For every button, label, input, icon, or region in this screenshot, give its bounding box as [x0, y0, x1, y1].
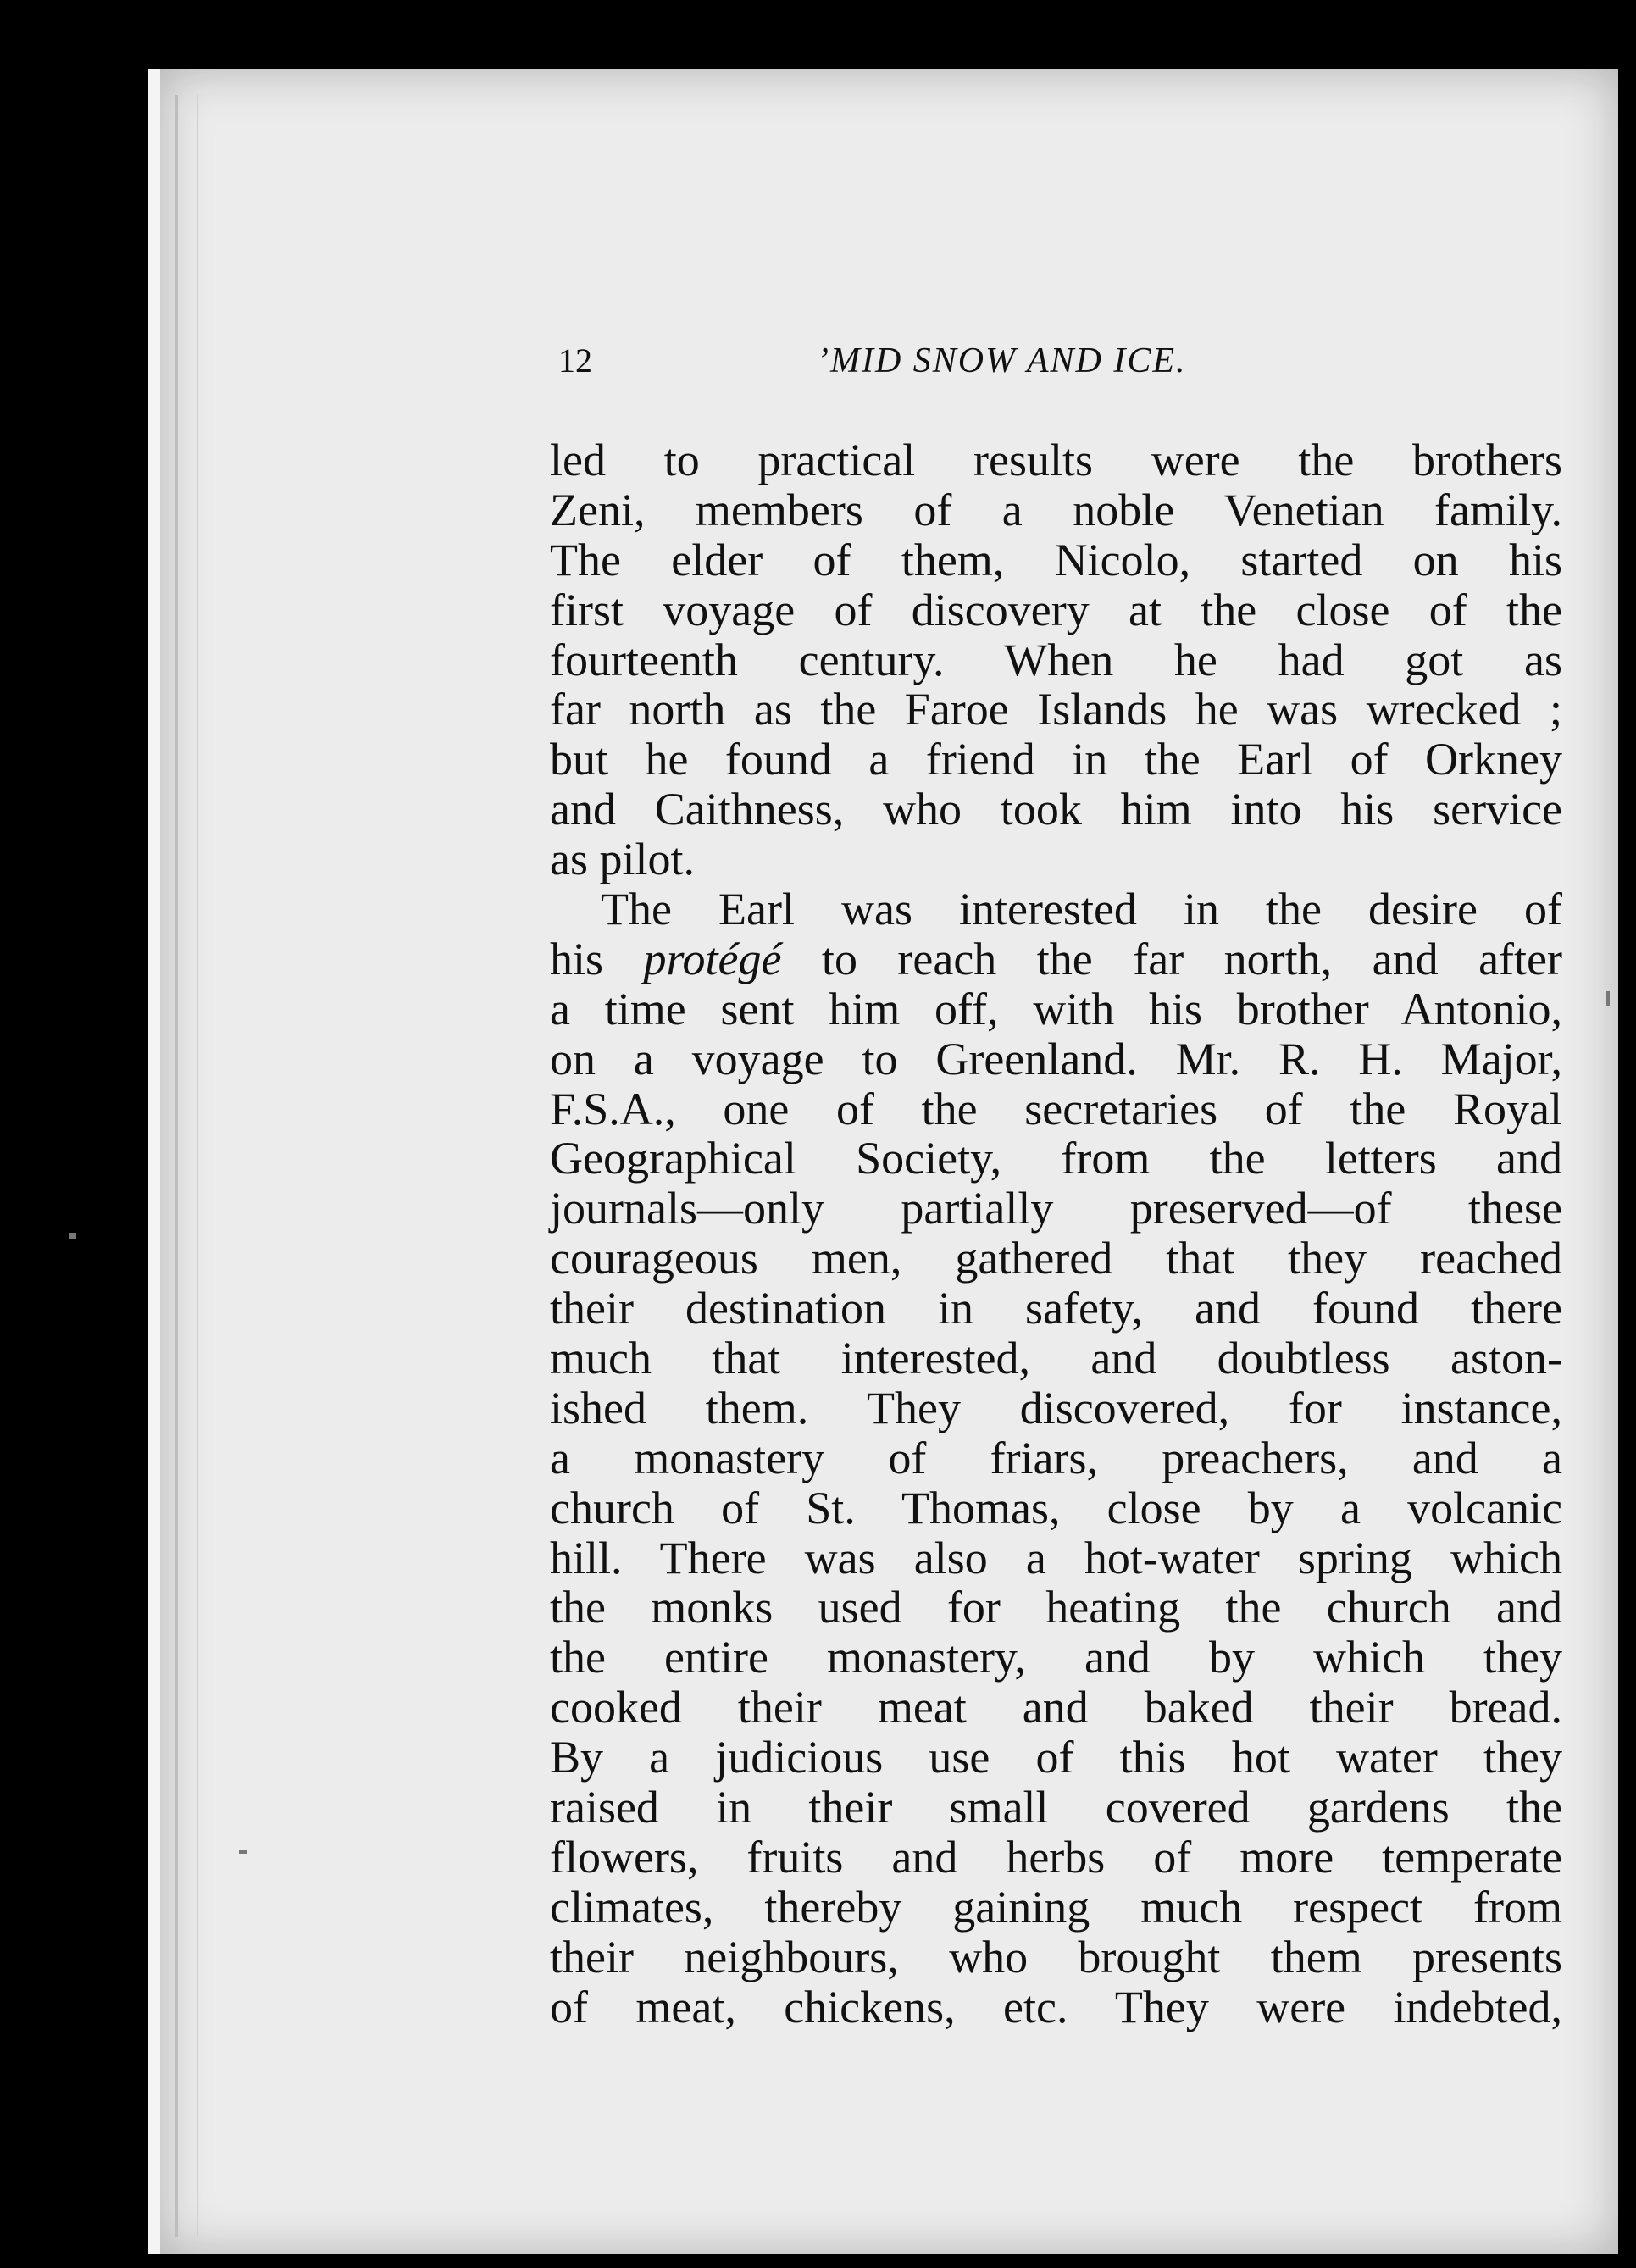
running-head: [550, 330, 1562, 381]
text-line: flowers, fruits and herbs of more temperate: [550, 1831, 1562, 1883]
text-line: led to practical results were the brothers: [550, 435, 1562, 485]
text-line: By a judicious use of this hot water they: [550, 1732, 1562, 1783]
text-line: much that interested, and doubtless aston-: [550, 1333, 1562, 1384]
scan-speck: [239, 1850, 247, 1854]
text-line: on a voyage to Greenland. Mr. R. H. Major,: [550, 1033, 1562, 1084]
text-line: but he found a friend in the Earl of Orkney: [550, 734, 1562, 785]
scan-speck: [1606, 991, 1610, 1006]
text-line: of meat, chickens, etc. They were indebted,: [550, 1981, 1562, 2032]
text-line: the monks used for heating the church and: [550, 1582, 1562, 1633]
italic-word: protégé: [643, 933, 782, 984]
text-line: The elder of them, Nicolo, started on his: [550, 534, 1562, 585]
text-line: fourteenth century. When he had got as: [550, 634, 1562, 685]
text-line: the entire monastery, and by which they: [550, 1632, 1562, 1683]
text-run: to reach the far north, and after: [781, 933, 1562, 984]
text-line: The Earl was interested in the desire of: [601, 884, 1562, 935]
text-line: as pilot.: [550, 834, 695, 885]
text-line: courageous men, gathered that they reached: [550, 1233, 1562, 1284]
scanned-page: [148, 69, 1618, 2254]
text-line: a time sent him off, with his brother Antonio,: [550, 983, 1562, 1034]
text-line: journals—only partially preserved—of these: [550, 1183, 1562, 1234]
running-title: ’MID SNOW AND ICE.: [817, 341, 1187, 380]
text-line: raised in their small covered gardens the: [550, 1782, 1562, 1833]
text-line: cooked their meat and baked their bread.: [550, 1682, 1562, 1733]
text-line: [550, 934, 1562, 984]
text-line: church of St. Thomas, close by a volcanic: [550, 1482, 1562, 1533]
text-line: Zeni, members of a noble Venetian family.: [550, 484, 1562, 535]
text-line: far north as the Faroe Islands he was wrecked ;: [550, 684, 1562, 735]
text-line: F.S.A., one of the secretaries of the Royal: [550, 1083, 1562, 1134]
text-line: first voyage of discovery at the close of the: [550, 584, 1562, 635]
text-line: and Caithness, who took him into his service: [550, 784, 1562, 835]
text-line: ished them. They discovered, for instance,: [550, 1382, 1562, 1433]
text-line: a monastery of friars, preachers, and a: [550, 1432, 1562, 1483]
text-line: climates, thereby gaining much respect from: [550, 1881, 1562, 1933]
paragraph-2: [550, 884, 1562, 2032]
paragraph-1: [550, 435, 1562, 884]
page-body: [550, 330, 1562, 2032]
page-number: 12: [558, 341, 592, 380]
text-line: hill. There was also a hot-water spring which: [550, 1532, 1562, 1583]
text-line: Geographical Society, from the letters and: [550, 1133, 1562, 1184]
text-line: their destination in safety, and found there: [550, 1283, 1562, 1334]
text-line: their neighbours, who brought them presents: [550, 1931, 1562, 1982]
text-run: his: [550, 933, 644, 984]
scan-speck: [69, 1233, 76, 1239]
